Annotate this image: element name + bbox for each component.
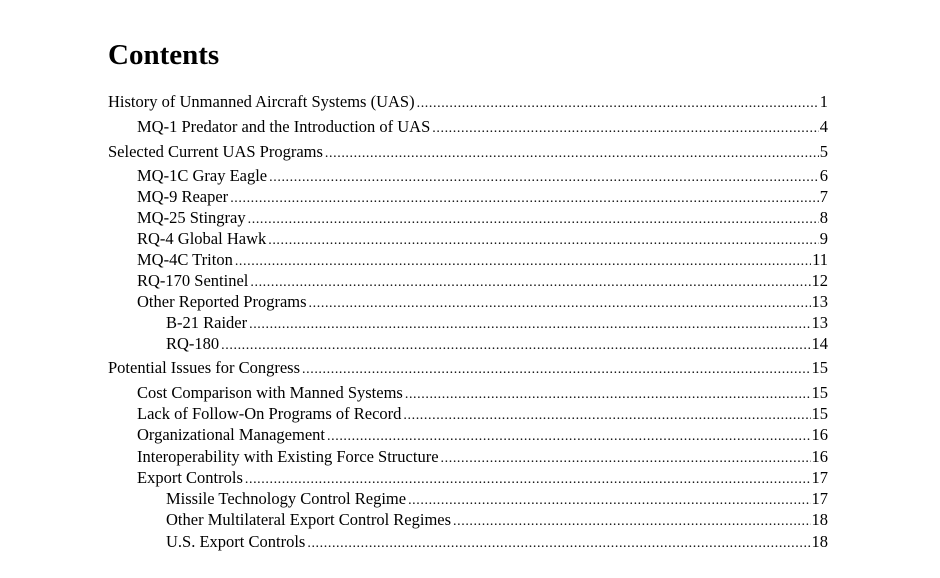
toc-entry[interactable] [137, 186, 828, 208]
toc-entry-title: MQ-4C Triton [137, 250, 233, 269]
toc-entry[interactable] [108, 357, 828, 379]
toc-entry-title: Potential Issues for Congress [108, 358, 301, 377]
toc-entry-page: 17 [811, 489, 828, 508]
toc-entry[interactable] [108, 141, 828, 163]
toc-entry[interactable] [108, 91, 828, 113]
toc-entry-page: 18 [811, 532, 828, 551]
toc-entry-title: B-21 Raider [166, 313, 248, 332]
dot-leader [221, 335, 810, 357]
toc-entry[interactable] [137, 228, 828, 250]
toc-entry-page: 17 [811, 468, 828, 487]
toc-entry[interactable] [137, 249, 828, 271]
toc-entry[interactable] [166, 531, 828, 553]
toc-entry-page: 16 [811, 425, 828, 444]
contents-heading: Contents [108, 39, 220, 71]
toc-entry-page: 1 [819, 92, 828, 111]
toc-entry-page: 4 [819, 117, 828, 136]
dot-leader [325, 143, 819, 165]
toc-entry-page: 16 [811, 447, 828, 466]
toc-entry[interactable] [166, 509, 828, 531]
toc-entry-page: 14 [811, 334, 828, 353]
toc-entry-title: Missile Technology Control Regime [166, 489, 407, 508]
toc-entry[interactable] [137, 382, 828, 404]
toc-entry[interactable] [137, 403, 828, 425]
toc-entry[interactable] [137, 467, 828, 489]
toc-entry-title: Organizational Management [137, 425, 326, 444]
toc-entry-title: Other Multilateral Export Control Regimes [166, 510, 452, 529]
dot-leader [417, 93, 819, 115]
toc-entry[interactable] [166, 312, 828, 334]
toc-entry-title: RQ-180 [166, 334, 220, 353]
toc-entry-title: MQ-1 Predator and the Introduction of UAS [137, 117, 431, 136]
toc-entry[interactable] [137, 207, 828, 229]
toc-entry[interactable] [137, 446, 828, 468]
toc-entry-title: Export Controls [137, 468, 243, 487]
toc-entry-title: History of Unmanned Aircraft Systems (UAS) [108, 92, 415, 111]
toc-entry-page: 15 [811, 358, 828, 377]
toc-entry-title: Cost Comparison with Manned Systems [137, 383, 403, 402]
toc-entry[interactable] [137, 116, 828, 138]
toc-entry-title: MQ-1C Gray Eagle [137, 166, 268, 185]
toc-entry-page: 11 [812, 250, 828, 269]
toc-entry-title: Selected Current UAS Programs [108, 142, 323, 161]
toc-entry-page: 12 [811, 271, 828, 290]
toc-entry-page: 15 [811, 404, 828, 423]
toc-entry[interactable] [137, 270, 828, 292]
toc-entry-page: 13 [811, 313, 828, 332]
toc-entry-page: 6 [819, 166, 828, 185]
toc-entry-page: 13 [811, 292, 828, 311]
dot-leader [432, 118, 818, 140]
toc-entry-title: Interoperability with Existing Force Structure [137, 447, 439, 466]
toc-entry-page: 9 [819, 229, 828, 248]
toc-entry-page: 7 [819, 187, 828, 206]
toc-entry-title: RQ-4 Global Hawk [137, 229, 267, 248]
toc-entry[interactable] [137, 165, 828, 187]
toc-entry-title: Lack of Follow-On Programs of Record [137, 404, 402, 423]
toc-entry[interactable] [166, 333, 828, 355]
dot-leader [453, 511, 810, 533]
toc-entry-page: 18 [811, 510, 828, 529]
toc-entry-title: U.S. Export Controls [166, 532, 306, 551]
dot-leader [327, 426, 810, 448]
dot-leader [302, 359, 810, 381]
toc-entry-title: MQ-25 Stingray [137, 208, 246, 227]
dot-leader [307, 533, 810, 555]
toc-entry-title: Other Reported Programs [137, 292, 307, 311]
toc-entry-page: 8 [819, 208, 828, 227]
toc-entry-title: RQ-170 Sentinel [137, 271, 249, 290]
toc-entry-page: 5 [819, 142, 828, 161]
toc-entry[interactable] [137, 424, 828, 446]
toc-entry-page: 15 [811, 383, 828, 402]
toc-entry[interactable] [137, 291, 828, 313]
toc-entry[interactable] [166, 488, 828, 510]
toc-entry-title: MQ-9 Reaper [137, 187, 229, 206]
